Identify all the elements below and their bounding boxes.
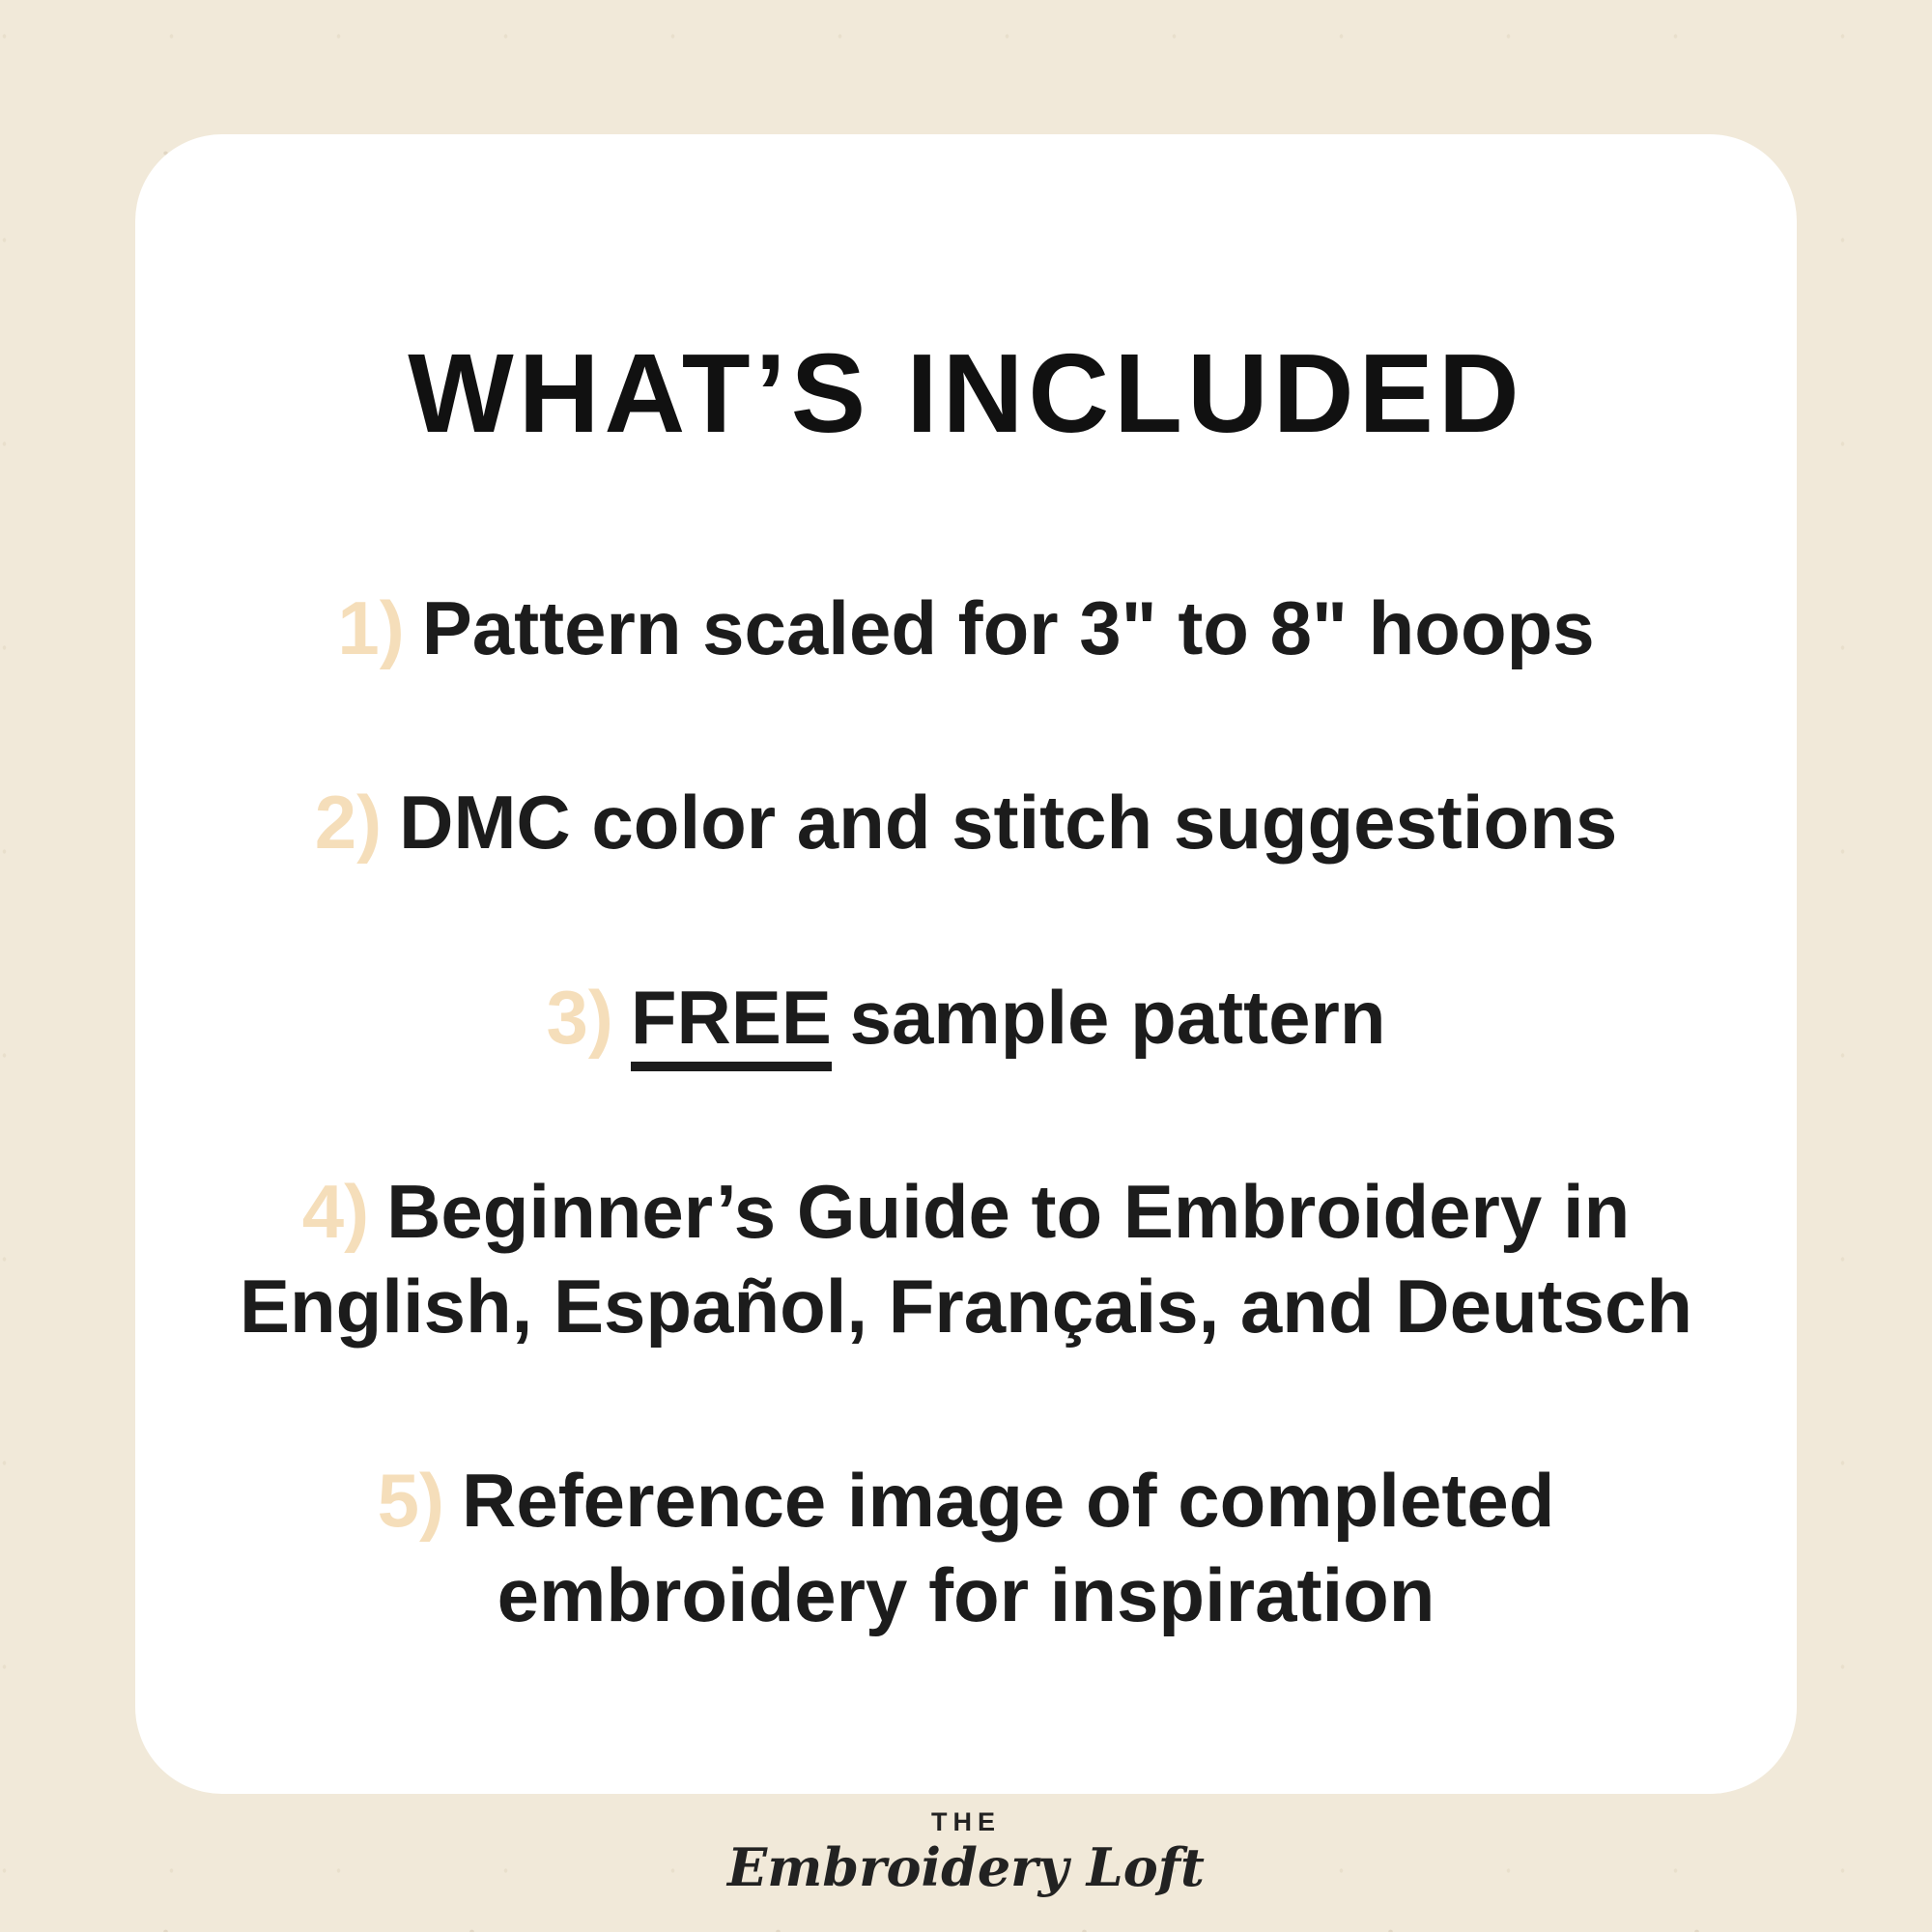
item-text: sample pattern — [849, 974, 1386, 1060]
brand-logo-name: Embroidery Loft — [727, 1835, 1205, 1898]
item-number: 3) — [546, 974, 613, 1060]
item-text-underlined: FREE — [631, 975, 832, 1071]
brand-logo-the: THE — [931, 1807, 1001, 1836]
item-number: 4) — [301, 1169, 370, 1255]
item-text: Pattern scaled for 3" to 8" hoops — [421, 584, 1595, 670]
list-item — [203, 1165, 1729, 1353]
item-text-line2: embroidery for inspiration — [497, 1551, 1435, 1637]
item-number: 5) — [377, 1458, 444, 1544]
page-title: WHAT’S INCLUDED — [408, 330, 1524, 456]
list-item — [203, 776, 1729, 870]
list-item — [203, 582, 1729, 676]
item-text-line1: Reference image of completed — [462, 1458, 1555, 1544]
item-text: DMC color and stitch suggestions — [399, 780, 1618, 866]
content-card — [135, 134, 1797, 1794]
item-number: 1) — [337, 584, 405, 670]
list-item — [203, 1454, 1729, 1642]
item-text-line2: English, Español, Français, and Deutsch — [239, 1263, 1692, 1349]
item-text-line1: Beginner’s Guide to Embroidery in — [386, 1169, 1631, 1255]
list-item — [203, 971, 1729, 1065]
brand-logo — [0, 1808, 1932, 1897]
item-number: 2) — [314, 780, 383, 866]
